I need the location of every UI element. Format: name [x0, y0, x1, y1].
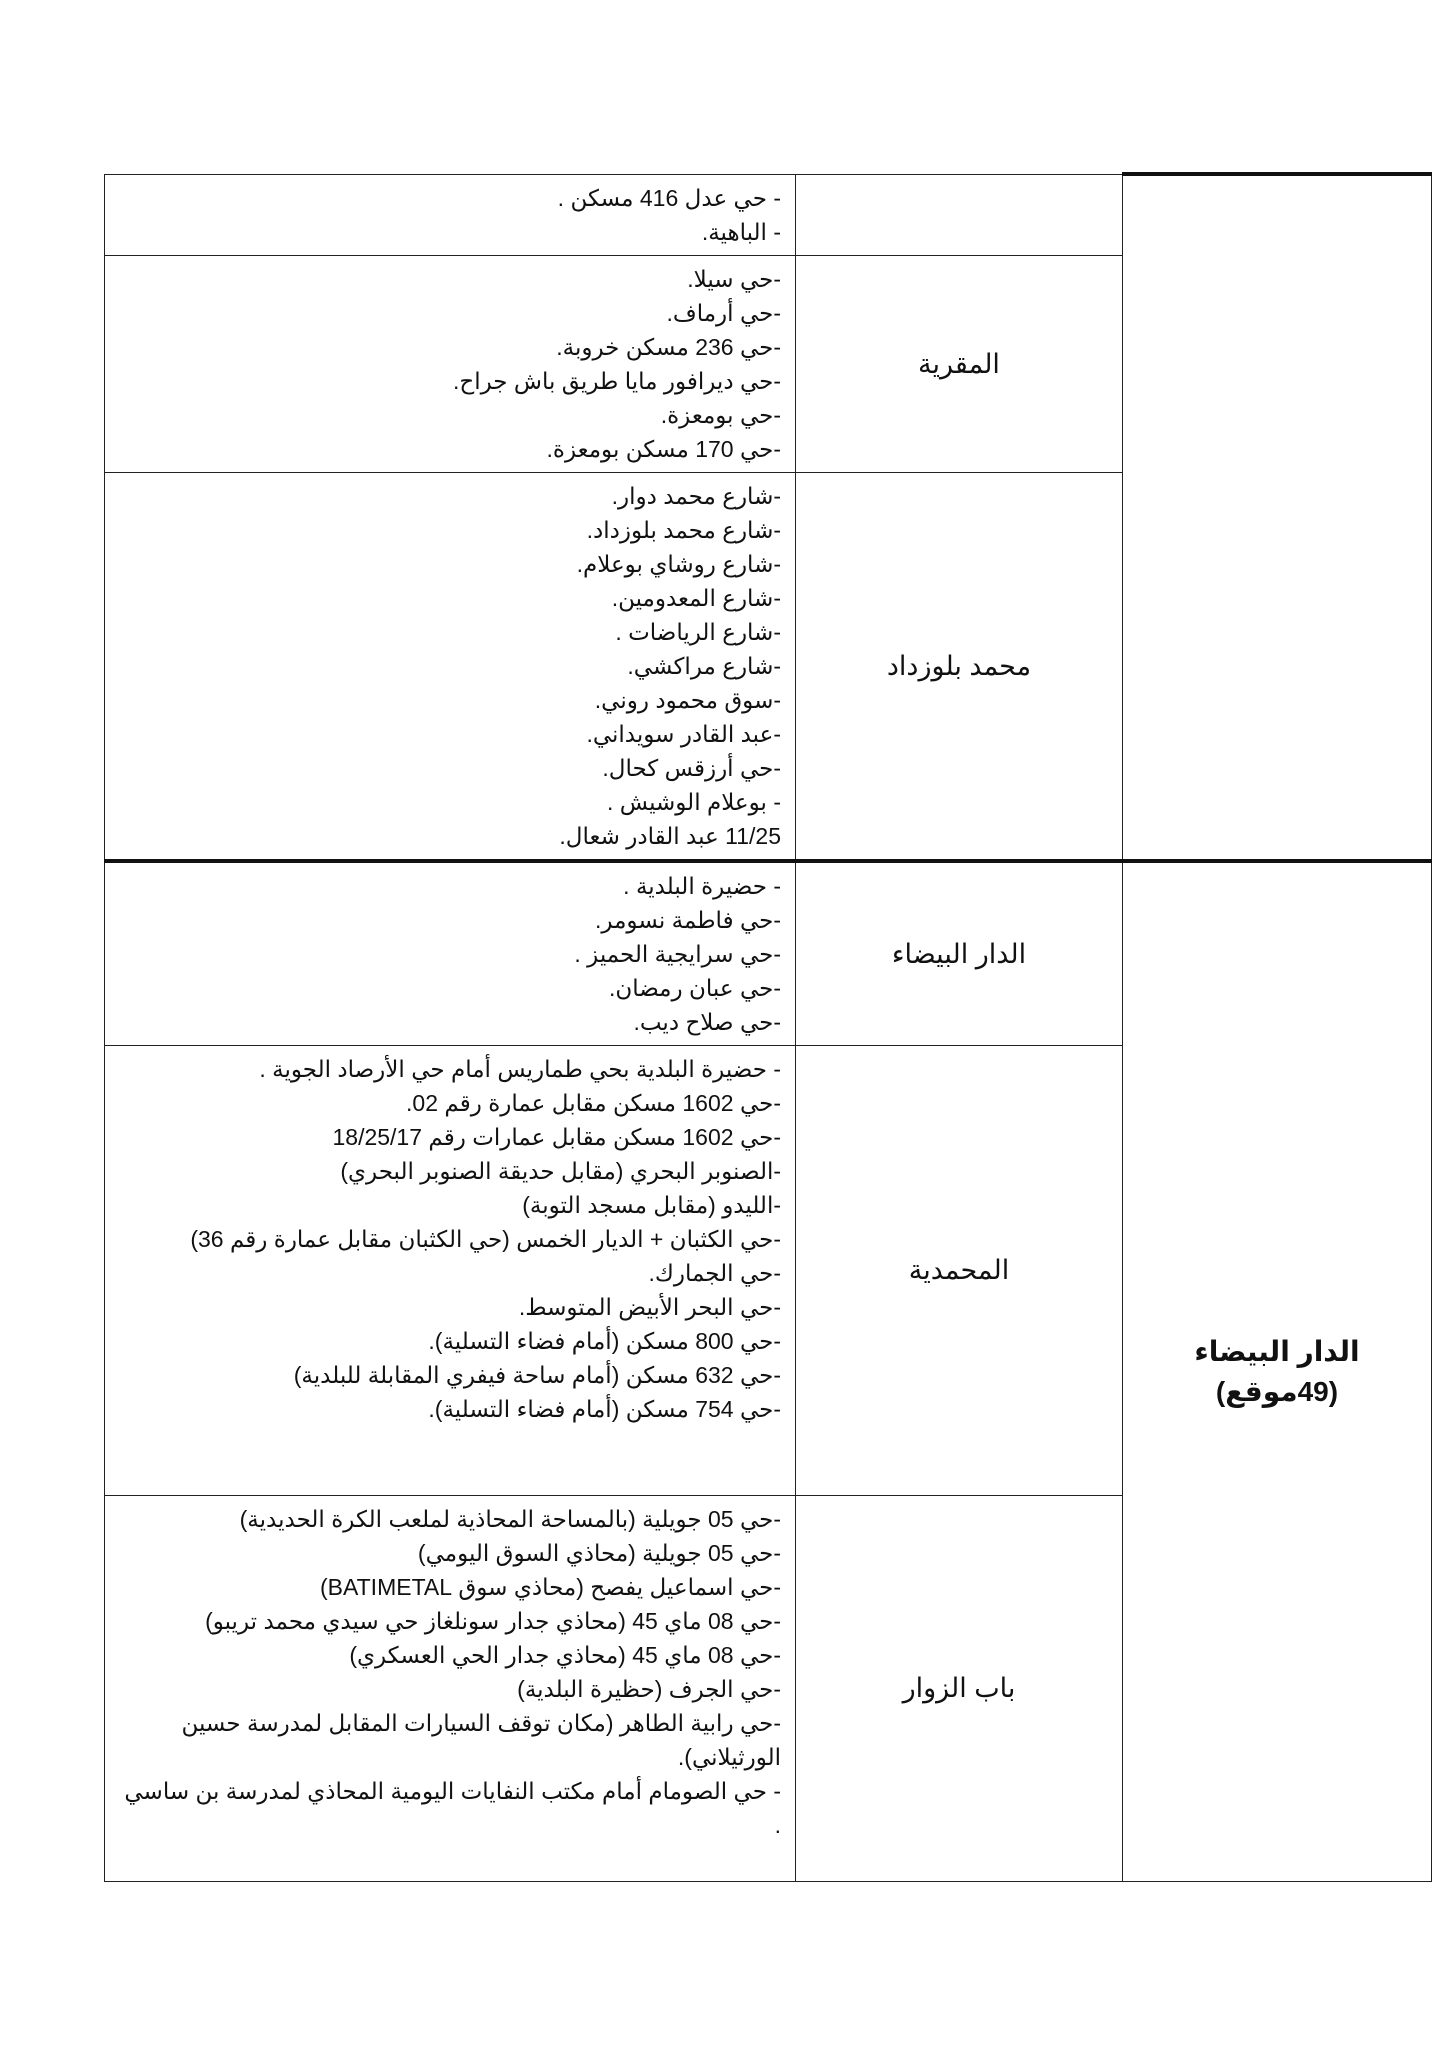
commune-cell: الدار البيضاء: [796, 861, 1123, 1046]
table-row: [105, 174, 1432, 255]
site-item: -الليدو (مقابل مسجد التوبة): [522, 1191, 781, 1218]
site-item: -شارع الرياضات .: [615, 618, 781, 645]
site-item: -حي 170 مسكن بومعزة.: [546, 435, 781, 462]
site-item: - حي الصومام أمام مكتب النفايات اليومية المحاذي لمدرسة بن ساسي .: [124, 1777, 781, 1838]
site-item: -حي الكثبان + الديار الخمس (حي الكثبان مقابل عمارة رقم 36): [190, 1225, 781, 1252]
site-item: - بوعلام الوشيش .: [606, 788, 781, 815]
commune-cell: محمد بلوزداد: [796, 472, 1123, 861]
site-item: -حي رابية الطاهر (مكان توقف السيارات المقابل لمدرسة حسين الورثيلاني).: [181, 1709, 781, 1770]
site-item: -حي 08 ماي 45 (محاذي جدار سونلغاز حي سيدي محمد تريبو): [205, 1607, 781, 1634]
site-item: - حضيرة البلدية بحي طماريس أمام حي الأرصاد الجوية .: [259, 1055, 781, 1082]
district-site-count: (49موقع): [1215, 1375, 1339, 1407]
site-item: -حي 05 جويلية (بالمساحة المحاذية لملعب الكرة الحديدية): [239, 1505, 781, 1532]
sites-cell: [105, 1045, 796, 1495]
site-item: -حي عبان رمضان.: [608, 974, 781, 1001]
site-item: -حي ديرافور مايا طريق باش جراح.: [452, 367, 781, 394]
site-list: [115, 1502, 781, 1842]
site-list: [115, 181, 781, 249]
commune-cell: [796, 174, 1123, 255]
sites-cell: [105, 472, 796, 861]
sites-cell: [105, 861, 796, 1046]
site-item: -حي 236 مسكن خروبة.: [556, 333, 781, 360]
document-page: [104, 172, 1432, 1882]
site-item: -حي الجمارك.: [648, 1259, 781, 1286]
table-row: [105, 861, 1432, 1046]
site-item: -حي أرماف.: [666, 299, 781, 326]
site-item: -شارع روشاي بوعلام.: [576, 550, 781, 577]
site-item: -حي البحر الأبيض المتوسط.: [518, 1293, 781, 1320]
sites-cell: [105, 1495, 796, 1881]
site-item: -عبد القادر سويداني.: [586, 720, 781, 747]
commune-cell: المحمدية: [796, 1045, 1123, 1495]
site-item: - حي عدل 416 مسكن .: [557, 184, 781, 211]
site-item: - الباهية.: [701, 218, 781, 245]
site-item: -حي أرزقس كحال.: [602, 754, 781, 781]
site-list: [115, 869, 781, 1039]
site-item: -حي فاطمة نسومر.: [595, 906, 781, 933]
site-item: -حي بومعزة.: [660, 401, 781, 428]
commune-cell: المقرية: [796, 255, 1123, 472]
site-list: [115, 1052, 781, 1426]
site-item: -شارع محمد بلوزداد.: [586, 516, 781, 543]
site-item: -شارع المعدومين.: [611, 584, 781, 611]
sites-cell: [105, 174, 796, 255]
site-item: -حي 1602 مسكن مقابل عمارات رقم 18/25/17: [332, 1123, 781, 1150]
site-item: -حي اسماعيل يفصح (محاذي سوق BATIMETAL): [319, 1573, 781, 1600]
sites-cell: [105, 255, 796, 472]
district-cell: [1123, 174, 1432, 861]
district-cell: [1123, 861, 1432, 1882]
site-item: - حضيرة البلدية .: [623, 872, 781, 899]
site-list: [115, 479, 781, 853]
sites-table: [104, 172, 1432, 1882]
site-item: -شارع مراكشي.: [627, 652, 781, 679]
district-name: الدار البيضاء: [1194, 1335, 1360, 1367]
commune-cell: باب الزوار: [796, 1495, 1123, 1881]
site-item: -الصنوبر البحري (مقابل حديقة الصنوبر البحري): [340, 1157, 781, 1184]
site-item: -حي الجرف (حظيرة البلدية): [517, 1675, 781, 1702]
site-item: -حي 08 ماي 45 (محاذي جدار الحي العسكري): [349, 1641, 781, 1668]
site-item: -حي 05 جويلية (محاذي السوق اليومي): [417, 1539, 781, 1566]
site-item: -حي 754 مسكن (أمام فضاء التسلية).: [428, 1395, 781, 1422]
site-item: -حي 1602 مسكن مقابل عمارة رقم 02.: [406, 1089, 781, 1116]
site-item: -حي 632 مسكن (أمام ساحة فيفري المقابلة للبلدية): [293, 1361, 781, 1388]
site-item: -سوق محمود روني.: [594, 686, 781, 713]
site-list: [115, 262, 781, 466]
site-item: 11/25 عبد القادر شعال.: [559, 822, 781, 849]
site-item: -حي صلاح ديب.: [633, 1008, 781, 1035]
site-item: -حي 800 مسكن (أمام فضاء التسلية).: [428, 1327, 781, 1354]
site-item: -حي سيلا.: [687, 265, 781, 292]
site-item: -حي سرايجية الحميز .: [574, 940, 781, 967]
site-item: -شارع محمد دوار.: [611, 482, 781, 509]
